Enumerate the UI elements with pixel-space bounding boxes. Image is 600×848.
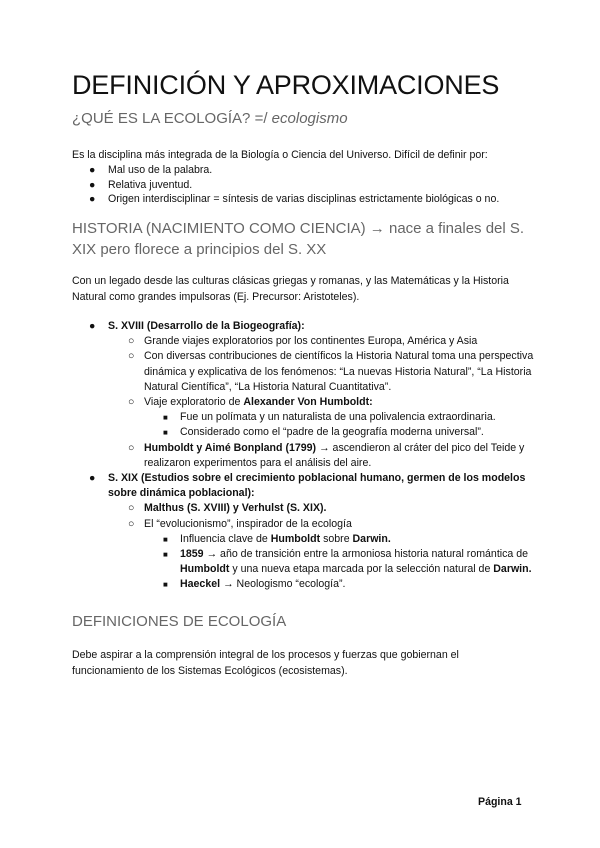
- historia-paragraph: Con un legado desde las culturas clásicas griegas y romanas, y las Matemáticas y la Historia Natural como grandes impulsoras (Ej. Precursor: Aristoteles).: [72, 275, 509, 303]
- circle-bullet-icon: ○: [128, 441, 135, 454]
- list-item: ■ Fue un polímata y un naturalista de una polivalencia extraordinaria.: [72, 410, 542, 425]
- list-item: ○ El “evolucionismo”, inspirador de la ecología: [72, 517, 542, 532]
- list-item: ■ Considerado como el “padre de la geografía moderna universal”.: [72, 425, 542, 440]
- bullet-icon: ●: [89, 178, 96, 191]
- intro-paragraph: Es la disciplina más integrada de la Biología o Ciencia del Universo. Difícil de definir por:: [72, 149, 488, 161]
- list-item: ● Origen interdisciplinar = síntesis de varias disciplinas estrictamente biológicas o no.: [89, 193, 500, 205]
- s18-label: S. XVIII (Desarrollo de la Biogeografía):: [108, 320, 305, 332]
- page-subtitle: [72, 110, 348, 127]
- s19-label: S. XIX (Estudios sobre el crecimiento poblacional humano, germen de los modelos sobre dinámica poblacional):: [108, 472, 526, 500]
- subtitle-main: ¿QUÉ ES LA ECOLOGÍA? =/: [72, 110, 272, 127]
- square-bullet-icon: ■: [163, 534, 168, 544]
- list-item-s19: [72, 471, 542, 501]
- list-item: ○ Humboldt y Aimé Bonpland (1799) → ascendieron al cráter del pico del Teide y realizaron experimentos para el análisis del aire.: [128, 441, 525, 469]
- square-bullet-icon: ■: [163, 428, 168, 438]
- bullet-icon: ●: [89, 472, 96, 485]
- circle-bullet-icon: ○: [128, 502, 135, 515]
- bullet-icon: ●: [89, 193, 96, 205]
- square-bullet-icon: ■: [163, 550, 168, 560]
- circle-bullet-icon: ○: [128, 335, 135, 348]
- list-item: ○ Con diversas contribuciones de científicos la Historia Natural toma una perspectiva dinámica y explicativa de los fenómenos: “La nuevas Historia Natural”, “La Historia Natural Científica”, “La Historia Natural Cuantitativa”.: [128, 350, 534, 393]
- list-item: ○ Viaje exploratorio de Alexander Von Humboldt:: [72, 395, 542, 410]
- list-item: ■ Haeckel → Neologismo “ecología”.: [72, 577, 542, 592]
- square-bullet-icon: ■: [163, 580, 168, 590]
- list-item: ■ 1859 → año de transición entre la armoniosa historia natural romántica de Humboldt y una nueva etapa marcada por la selección natural de Darwin.: [163, 548, 532, 576]
- list-item: ● Mal uso de la palabra.: [89, 164, 213, 176]
- historia-list: [72, 319, 542, 593]
- list-item: ● Relativa juventud.: [89, 178, 193, 191]
- definiciones-heading: DEFINICIONES DE ECOLOGÍA: [72, 613, 287, 630]
- square-bullet-icon: ■: [163, 413, 168, 423]
- list-item: ○ Grande viajes exploratorios por los continentes Europa, América y Asia: [72, 334, 542, 349]
- page-number: Página 1: [478, 796, 522, 808]
- historia-heading: HISTORIA (NACIMIENTO COMO CIENCIA) → nace a finales del S. XIX pero florece a principios del S. XX: [72, 220, 525, 258]
- page-title: DEFINICIÓN Y APROXIMACIONES: [72, 70, 500, 100]
- list-item: ○ Malthus (S. XVIII) y Verhulst (S. XIX).: [72, 501, 542, 516]
- bullet-icon: ●: [89, 164, 96, 176]
- circle-bullet-icon: ○: [128, 350, 135, 363]
- list-item-s18: [72, 319, 542, 334]
- bullet-icon: ●: [89, 320, 96, 332]
- definiciones-paragraph: Debe aspirar a la comprensión integral de los procesos y fuerzas que gobiernan el funcionamiento de los Sistemas Ecológicos (ecosistemas).: [72, 649, 459, 677]
- list-item: ■ Influencia clave de Humboldt sobre Darwin.: [72, 532, 542, 547]
- circle-bullet-icon: ○: [128, 517, 135, 530]
- intro-list: [72, 163, 532, 207]
- subtitle-italic: ecologismo: [271, 110, 348, 127]
- circle-bullet-icon: ○: [128, 396, 135, 409]
